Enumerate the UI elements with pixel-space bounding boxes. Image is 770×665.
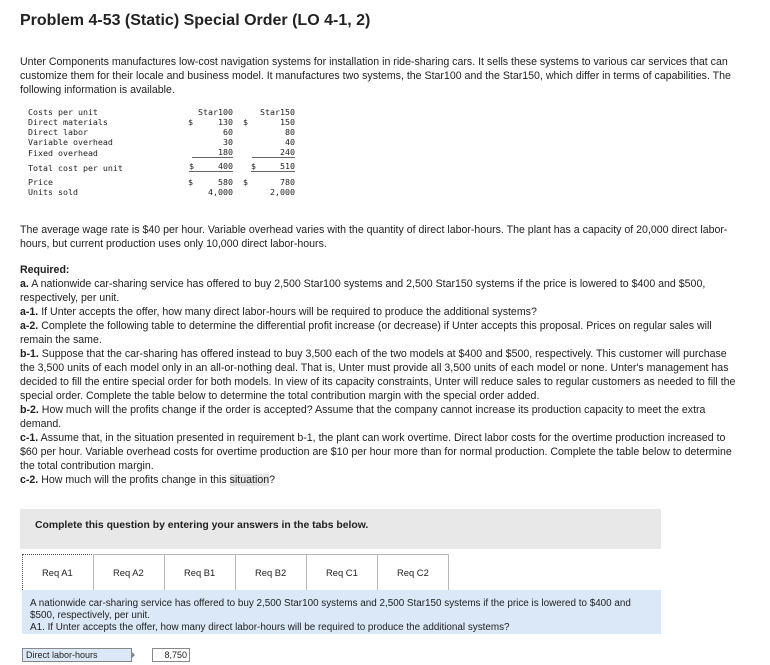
- req-text: Suppose that the car-sharing has offered instead to buy 3,500 each of the two models at $400 and $500, respectively. This customer will purchase the 3,500 units of each model only in an all-or-nothing deal. That is, Unter must provide all 3,500 units of each model or none. Unter's management has decided to fill the entire special order for both models. In view of its capacity constraints, Unter will reduce sales to regular customers as needed to fill the special order. Complete the table below to determine the total contribution margin with the special order added.: [20, 348, 736, 402]
- req-text-highlight: situation: [229, 474, 270, 486]
- table-row: [28, 147, 297, 158]
- req-b1: [20, 347, 742, 403]
- dollar-sign: $: [243, 117, 248, 127]
- table-row: [28, 117, 297, 127]
- tab-req-b2[interactable]: Req B2: [235, 554, 307, 590]
- req-a2: [20, 319, 742, 347]
- tab-panel-description: [22, 590, 661, 634]
- req-label: a-2.: [20, 320, 39, 332]
- req-text: A nationwide car-sharing service has offered to buy 2,500 Star100 systems and 2,500 Star150 systems if the price is lowered to $400 and $500, respectively, per unit.: [20, 278, 706, 304]
- answer-label: Direct labor-hours: [22, 648, 132, 662]
- requirements-section: [20, 263, 742, 487]
- cell-value: 240: [252, 147, 295, 158]
- req-label: b-1.: [20, 348, 39, 360]
- page-title: Problem 4-53 (Static) Special Order (LO 4-1, 2): [20, 12, 371, 29]
- req-label: a.: [20, 278, 29, 290]
- tab-req-a2[interactable]: Req A2: [93, 554, 165, 590]
- req-label: c-2.: [20, 474, 39, 486]
- req-text: If Unter accepts the offer, how many direct labor-hours will be required to produce the additional systems?: [41, 306, 537, 318]
- instructions-text: Complete this question by entering your answers in the tabs below.: [35, 520, 369, 531]
- cell-value: 40: [285, 137, 295, 147]
- cell-value: 4,000: [208, 187, 233, 197]
- dollar-sign: $: [188, 177, 193, 187]
- req-b2: [20, 403, 742, 431]
- row-label: Direct materials: [28, 117, 108, 127]
- cell-value: 510: [280, 161, 295, 171]
- table-row: [28, 137, 297, 147]
- tab-req-c2[interactable]: Req C2: [377, 554, 449, 590]
- panel-line-1: A nationwide car-sharing service has offered to buy 2,500 Star100 systems and 2,500 Star150 systems if the price is lowered to $400 and $500, respectively, per unit.: [30, 598, 631, 621]
- cell-value: 150: [280, 117, 295, 127]
- row-label: Price: [28, 177, 53, 187]
- requirement-tabs: [22, 554, 449, 590]
- dollar-sign: $: [251, 161, 256, 171]
- wage-paragraph: The average wage rate is $40 per hour. Variable overhead varies with the quantity of direct labor-hours. The plant has a capacity of 20,000 direct labor-hours, but current production uses only 10,000 direct labor-hours.: [20, 224, 728, 250]
- table-header-row: [28, 107, 297, 117]
- req-label: b-2.: [20, 404, 39, 416]
- cost-header-label: Costs per unit: [28, 107, 98, 117]
- table-row: [28, 187, 297, 197]
- row-label: Total cost per unit: [28, 162, 123, 173]
- table-row: [28, 177, 297, 187]
- dollar-sign: $: [188, 117, 193, 127]
- cell-value: 60: [223, 127, 233, 137]
- req-c1: [20, 431, 742, 473]
- required-heading: Required:: [20, 264, 70, 276]
- cell-value: 80: [285, 127, 295, 137]
- req-text: Complete the following table to determine the differential profit increase (or decrease) if Unter accepts this proposal. Prices on regular sales will remain the same.: [20, 320, 712, 346]
- row-label: Direct labor: [28, 127, 88, 137]
- instructions-box: [20, 509, 661, 549]
- req-label: c-1.: [20, 432, 39, 444]
- req-a1: [20, 305, 742, 319]
- table-row: [28, 127, 297, 137]
- req-a: [20, 277, 742, 305]
- row-label: Units sold: [28, 187, 78, 197]
- req-text: Assume that, in the situation presented in requirement b-1, the plant can work overtime. Direct labor costs for the overtime production increased to $60 per hour. Variable overhead costs for overtime production are $10 per hour more than for normal production. Complete the table below to determine the total contribution margin.: [20, 432, 732, 472]
- table-row-total: [28, 158, 297, 177]
- req-text: How much will the profits change if the order is accepted? Assume that the company cannot increase its production capacity to meet the extra demand.: [20, 404, 706, 430]
- req-text: ?: [269, 474, 276, 486]
- tab-req-b1[interactable]: Req B1: [164, 554, 236, 590]
- row-label: Variable overhead: [28, 137, 113, 147]
- col-star100-header: Star100: [198, 107, 233, 117]
- req-c2: [20, 473, 742, 487]
- tab-req-c1[interactable]: Req C1: [306, 554, 378, 590]
- cost-table: [28, 107, 297, 197]
- direct-labor-hours-input[interactable]: [152, 648, 190, 662]
- intro-paragraph: Unter Components manufactures low-cost navigation systems for installation in ride-sharing cars. It sells these systems to various car services that can customize them for their locale and business model. It manufactures two systems, the Star100 and the Star150, which differ in terms of capabilities. The following information is available.: [20, 56, 731, 96]
- cell-value: 580: [218, 177, 233, 187]
- cell-value: 180: [192, 147, 233, 158]
- answer-row: [22, 648, 190, 662]
- req-label: a-1.: [20, 306, 39, 318]
- row-label: Fixed overhead: [28, 147, 98, 158]
- dollar-sign: $: [189, 161, 194, 171]
- cell-value: 2,000: [270, 187, 295, 197]
- req-text: How much will the profits change in this: [41, 474, 230, 486]
- tab-req-a1[interactable]: Req A1: [22, 554, 94, 590]
- cell-value: 400: [218, 161, 233, 171]
- cell-value: 130: [218, 117, 233, 127]
- dollar-sign: $: [243, 177, 248, 187]
- col-star150-header: Star150: [260, 107, 295, 117]
- panel-line-2: A1. If Unter accepts the offer, how many direct labor-hours will be required to produce the additional systems?: [30, 622, 510, 633]
- cell-value: 30: [223, 137, 233, 147]
- cell-value: 780: [280, 177, 295, 187]
